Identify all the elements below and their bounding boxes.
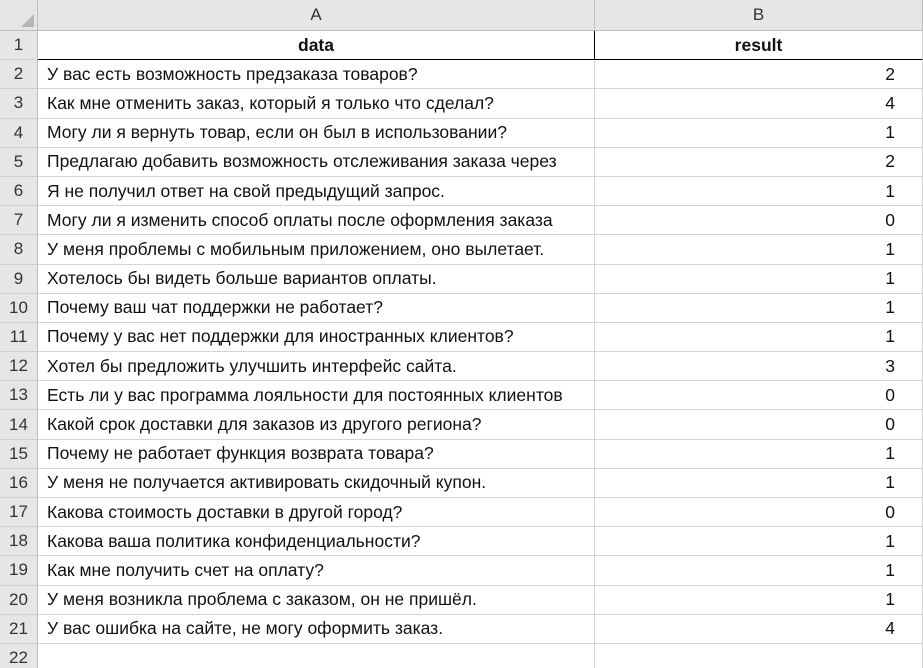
row-header[interactable]: 18 xyxy=(0,527,38,556)
row-header[interactable]: 12 xyxy=(0,352,38,381)
cell-data[interactable]: Как мне получить счет на оплату? xyxy=(38,556,595,585)
table-row xyxy=(0,31,923,60)
table-row xyxy=(0,177,923,206)
row-header[interactable]: 10 xyxy=(0,294,38,323)
table-row xyxy=(0,294,923,323)
column-header-a[interactable]: A xyxy=(38,0,595,31)
cell-result[interactable]: 1 xyxy=(595,323,923,352)
table-row xyxy=(0,265,923,294)
cell-result[interactable]: 0 xyxy=(595,206,923,235)
row-header[interactable]: 17 xyxy=(0,498,38,527)
cell-result[interactable]: 3 xyxy=(595,352,923,381)
row-header[interactable]: 7 xyxy=(0,206,38,235)
row-header[interactable]: 21 xyxy=(0,615,38,644)
cell-data[interactable]: Могу ли я вернуть товар, если он был в использовании? xyxy=(38,119,595,148)
cell-data[interactable]: Есть ли у вас программа лояльности для постоянных клиентов xyxy=(38,381,595,410)
cell-data[interactable]: Какой срок доставки для заказов из другого региона? xyxy=(38,410,595,439)
cell-result[interactable]: 1 xyxy=(595,294,923,323)
cell-result[interactable]: 1 xyxy=(595,265,923,294)
table-row xyxy=(0,60,923,89)
table-row xyxy=(0,119,923,148)
row-header[interactable]: 14 xyxy=(0,410,38,439)
cell-data[interactable]: Могу ли я изменить способ оплаты после оформления заказа xyxy=(38,206,595,235)
cell-data[interactable]: У меня не получается активировать скидочный купон. xyxy=(38,469,595,498)
cell-result[interactable]: 1 xyxy=(595,235,923,264)
row-header[interactable]: 5 xyxy=(0,148,38,177)
cell-result[interactable] xyxy=(595,644,923,668)
row-header[interactable]: 1 xyxy=(0,31,38,60)
cell-data[interactable]: Предлагаю добавить возможность отслеживания заказа через xyxy=(38,148,595,177)
cell-result[interactable]: 1 xyxy=(595,586,923,615)
cell-result[interactable]: 1 xyxy=(595,469,923,498)
row-header[interactable]: 11 xyxy=(0,323,38,352)
table-row xyxy=(0,615,923,644)
table-row xyxy=(0,469,923,498)
table-row xyxy=(0,235,923,264)
row-header[interactable]: 16 xyxy=(0,469,38,498)
cell-result[interactable]: 1 xyxy=(595,119,923,148)
cell-data[interactable]: Какова ваша политика конфиденциальности? xyxy=(38,527,595,556)
row-header[interactable]: 6 xyxy=(0,177,38,206)
column-header-row xyxy=(0,0,923,31)
row-header[interactable]: 19 xyxy=(0,556,38,585)
table-row xyxy=(0,148,923,177)
cell-data[interactable]: Почему не работает функция возврата товара? xyxy=(38,440,595,469)
cell-data[interactable]: Какова стоимость доставки в другой город? xyxy=(38,498,595,527)
table-row xyxy=(0,381,923,410)
cell-data[interactable]: Я не получил ответ на свой предыдущий запрос. xyxy=(38,177,595,206)
table-row xyxy=(0,586,923,615)
cell-data[interactable]: Почему ваш чат поддержки не работает? xyxy=(38,294,595,323)
cell-b1[interactable]: result xyxy=(595,31,923,60)
table-row xyxy=(0,644,923,668)
cell-data[interactable]: У меня возникла проблема с заказом, он не пришёл. xyxy=(38,586,595,615)
table-row xyxy=(0,440,923,469)
table-row xyxy=(0,352,923,381)
cell-data[interactable]: Хотел бы предложить улучшить интерфейс сайта. xyxy=(38,352,595,381)
cell-data[interactable]: Хотелось бы видеть больше вариантов оплаты. xyxy=(38,265,595,294)
cell-data[interactable]: У вас есть возможность предзаказа товаров? xyxy=(38,60,595,89)
cell-result[interactable]: 2 xyxy=(595,148,923,177)
cell-result[interactable]: 1 xyxy=(595,527,923,556)
cell-result[interactable]: 1 xyxy=(595,177,923,206)
row-header[interactable]: 2 xyxy=(0,60,38,89)
cell-result[interactable]: 0 xyxy=(595,410,923,439)
select-all-button[interactable] xyxy=(0,0,38,31)
cell-a1[interactable]: data xyxy=(38,31,595,60)
cell-data[interactable] xyxy=(38,644,595,668)
row-header[interactable]: 22 xyxy=(0,644,38,668)
cell-result[interactable]: 4 xyxy=(595,615,923,644)
row-header[interactable]: 8 xyxy=(0,235,38,264)
table-row xyxy=(0,556,923,585)
table-row xyxy=(0,498,923,527)
row-header[interactable]: 3 xyxy=(0,89,38,118)
table-row xyxy=(0,206,923,235)
table-row xyxy=(0,410,923,439)
grid-rows xyxy=(0,31,923,668)
cell-result[interactable]: 2 xyxy=(595,60,923,89)
cell-data[interactable]: У меня проблемы с мобильным приложением, оно вылетает. xyxy=(38,235,595,264)
row-header[interactable]: 20 xyxy=(0,586,38,615)
cell-result[interactable]: 0 xyxy=(595,498,923,527)
cell-result[interactable]: 1 xyxy=(595,440,923,469)
column-header-b[interactable]: B xyxy=(595,0,923,31)
table-row xyxy=(0,527,923,556)
cell-data[interactable]: У вас ошибка на сайте, не могу оформить заказ. xyxy=(38,615,595,644)
cell-result[interactable]: 1 xyxy=(595,556,923,585)
row-header[interactable]: 13 xyxy=(0,381,38,410)
table-row xyxy=(0,89,923,118)
row-header[interactable]: 15 xyxy=(0,440,38,469)
row-header[interactable]: 9 xyxy=(0,265,38,294)
cell-result[interactable]: 4 xyxy=(595,89,923,118)
table-row xyxy=(0,323,923,352)
cell-data[interactable]: Почему у вас нет поддержки для иностранных клиентов? xyxy=(38,323,595,352)
row-header[interactable]: 4 xyxy=(0,119,38,148)
select-all-icon xyxy=(21,14,34,27)
cell-data[interactable]: Как мне отменить заказ, который я только что сделал? xyxy=(38,89,595,118)
cell-result[interactable]: 0 xyxy=(595,381,923,410)
